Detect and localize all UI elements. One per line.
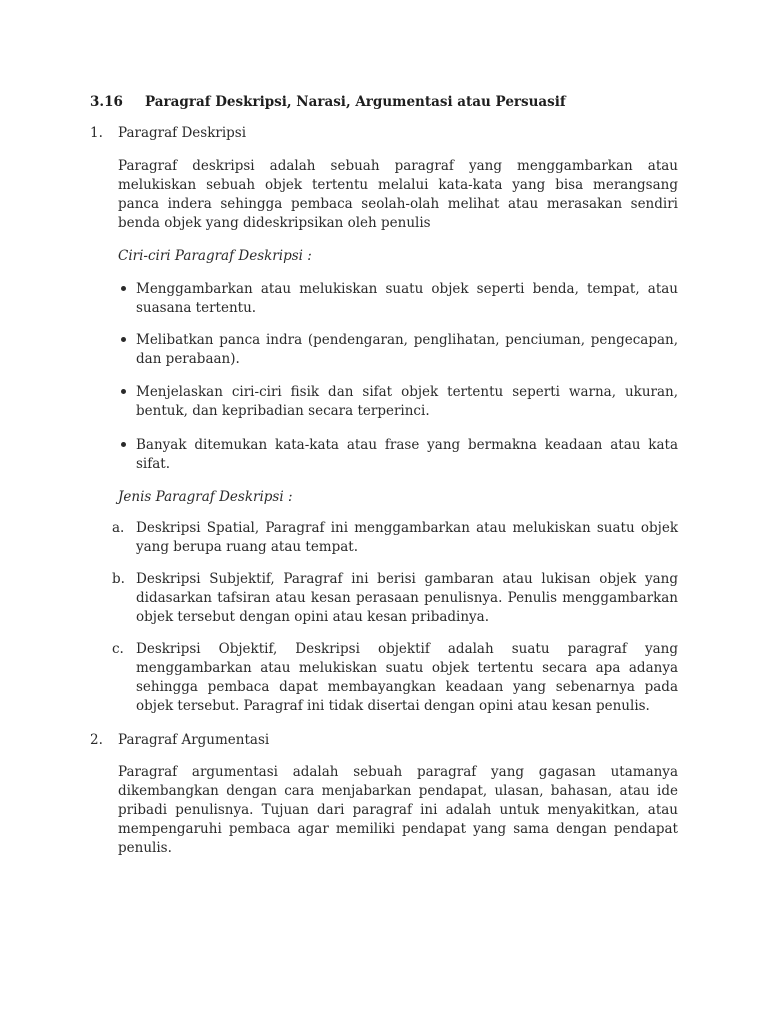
paragraph-argumentasi: Paragraf argumentasi adalah sebuah paragraf yang gagasan utamanya dikembangkan dengan cara menjabarkan pendapat, ulasan, bahasan, atau ide pribadi penulisnya. Tujuan dari paragraf ini adalah untuk menyakitkan, atau mempengaruhi pembaca agar memiliki pendapat yang sama dengan pendapat penulis. [118,764,678,856]
list-item [112,640,678,716]
list-item-text: Deskripsi Spatial, Paragraf ini menggambarkan atau melukiskan suatu objek yang berupa ruang atau tempat. [136,520,678,555]
list-item-text: Melibatkan panca indra (pendengaran, penglihatan, penciuman, pengecapan, dan perabaan). [136,332,678,367]
section-title: Paragraf Deskripsi, Narasi, Argumentasi atau Persuasif [145,94,566,110]
list-marker: a. [112,520,125,536]
section-number: 3.16 [90,94,123,110]
list-item [118,383,678,421]
item-heading-text: Paragraf Argumentasi [118,732,270,748]
ciri-label: Ciri-ciri Paragraf Deskripsi : [118,248,312,264]
list-marker: b. [112,571,125,587]
list-item [112,570,678,627]
bullet-icon [118,383,136,402]
list-item-text: Deskripsi Objektif, Deskripsi objektif adalah suatu paragraf yang menggambarkan atau melukiskan suatu objek tertentu secara apa adanya sehingga pembaca dapat membayangkan keadaan yang sebenarnya pada objek tersebut. Paragraf ini tidak disertai dengan opini atau kesan penulis. [136,641,678,714]
paragraph-deskripsi: Paragraf deskripsi adalah sebuah paragraf yang menggambarkan atau melukiskan sebuah objek tertentu melalui kata-kata yang bisa merangsang panca indera sehingga pembaca seolah-olah melihat atau merasakan sendiri benda objek yang dideskripsikan oleh penulis [118,158,678,231]
item-number: 1. [90,125,103,141]
list-item-text: Menjelaskan ciri-ciri fisik dan sifat objek tertentu seperti warna, ukuran, bentuk, dan kepribadian secara terperinci. [136,384,678,419]
item-heading-deskripsi [90,124,678,143]
bullet-icon [118,436,136,455]
bullet-icon [118,331,136,350]
bullet-icon [118,280,136,299]
item-heading-text: Paragraf Deskripsi [118,125,247,141]
item-heading-argumentasi [90,731,678,750]
list-item-text: Deskripsi Subjektif, Paragraf ini berisi gambaran atau lukisan objek yang didasarkan tafsiran atau kesan perasaan penulisnya. Penulis menggambarkan objek tersebut dengan opini atau kesan pribadinya. [136,571,678,625]
list-item [118,331,678,369]
jenis-label: Jenis Paragraf Deskripsi : [118,489,293,505]
list-item [112,519,678,557]
section-heading [90,93,566,112]
list-item [118,436,678,474]
list-item-text: Menggambarkan atau melukiskan suatu objek seperti benda, tempat, atau suasana tertentu. [136,281,678,316]
list-item [118,280,678,318]
list-marker: c. [112,641,124,657]
item-number: 2. [90,732,103,748]
list-item-text: Banyak ditemukan kata-kata atau frase yang bermakna keadaan atau kata sifat. [136,437,678,472]
